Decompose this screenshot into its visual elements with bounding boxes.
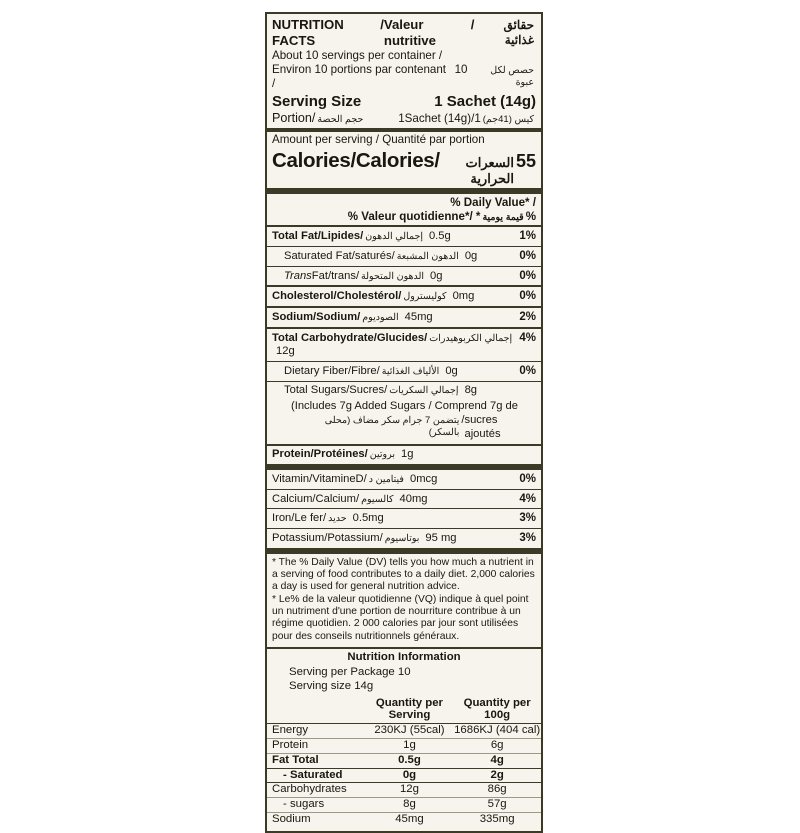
nutrient-amount: 45mg	[404, 311, 433, 324]
nutrient-amount: 0g	[430, 269, 443, 282]
nutrient-name-ar: الدهون المشبعة	[396, 251, 459, 263]
nutrient-amount: 0mg	[452, 290, 475, 303]
table-cell-per-100g: 335mg	[479, 813, 515, 826]
nutrient-name-en: Total Fat	[272, 230, 318, 243]
calories-label-ar: السعرات الحرارية	[465, 155, 514, 187]
nutrient-name-fr: Lipides	[320, 230, 361, 243]
nutrient-separator-1: /	[373, 331, 377, 344]
nutrient-amount: 0.5g	[428, 230, 451, 243]
daily-value-footnote	[267, 554, 541, 647]
nutrient-name-fr: Le fer	[294, 512, 323, 525]
table-cell-per-serving: 8g	[366, 798, 454, 813]
table-cell-per-100g: 2g	[453, 768, 541, 783]
nutrient-separator-2: /	[424, 331, 428, 344]
nutrient-name-en: Vitamin	[272, 472, 310, 485]
nutrient-name-ar: حديد	[328, 513, 347, 525]
serving-per-package: Serving per Package 10	[289, 665, 411, 678]
nutrient-name-en: Iron	[272, 512, 292, 525]
nutrient-name-en: Sodium	[272, 311, 314, 324]
nutrition-information-serving-size: Serving size 14g	[289, 679, 374, 692]
nutrient-separator-2: /	[363, 472, 367, 485]
nutrient-name-fr: Cholestérol	[336, 290, 399, 303]
calories-label-fr: Calories	[355, 149, 435, 173]
portion-row	[267, 111, 541, 128]
nutrient-separator-2: /	[379, 531, 383, 544]
nutrient-row	[267, 529, 541, 548]
nutrient-name-ar: كالسيوم	[361, 493, 394, 505]
nutrient-daily-value: 3%	[519, 512, 536, 525]
nutrient-separator-1: /	[291, 512, 295, 525]
title-en: NUTRITION FACTS	[272, 17, 344, 49]
protein-name-ar: بروتين	[369, 449, 395, 461]
calories-value: 55	[515, 151, 536, 172]
daily-value-line-ar: قيمة يومية	[482, 212, 524, 224]
nutrient-amount: 0.5mg	[352, 512, 384, 525]
nutrient-row	[267, 287, 541, 306]
column-header-line-2: 100g	[484, 709, 511, 722]
portion-value-ar-number: 1	[474, 111, 481, 125]
column-header-line-1: Quantity per	[463, 696, 531, 709]
portion-value-en: 1Sachet (14g)	[398, 111, 472, 125]
nutrient-name-ar: الألياف الغذائية	[381, 366, 440, 377]
nutrient-separator-1: /	[351, 250, 355, 263]
nutrient-separator-2: /	[323, 512, 327, 525]
nutrient-separator-2: /	[391, 250, 395, 263]
nutrient-separator-2: /	[376, 365, 380, 377]
nutrient-separator-2: /	[355, 269, 360, 282]
nutrient-daily-value: 0%	[519, 250, 536, 263]
nutrient-name-ar: الصوديوم	[362, 312, 399, 324]
nutrient-row	[267, 490, 541, 509]
nutrient-row-protein	[267, 446, 541, 464]
column-header-line-2: Serving	[388, 709, 431, 722]
table-cell-per-serving: 12g	[366, 783, 454, 798]
nutrient-name-en: Calcium	[272, 492, 313, 505]
table-cell-name: Protein	[267, 738, 366, 753]
micronutrient-rows-container	[267, 470, 541, 548]
amount-per-serving-text: Amount per serving / Quantité par portion	[272, 133, 485, 147]
servings-per-container-en	[267, 49, 541, 63]
nutrient-name-fr: Potassium	[327, 531, 380, 544]
servings-fr-text: Environ 10 portions par contenant /	[272, 63, 447, 91]
nutrient-name-ar: إجمالي الكربوهيدرات	[429, 332, 513, 344]
table-cell-per-100g: 86g	[453, 783, 541, 798]
nutrient-separator-1: /	[313, 311, 317, 324]
nutrient-daily-value: 0%	[519, 290, 536, 303]
protein-separator-1: /	[310, 448, 314, 461]
nutrient-name-en: Total Carbohydrate	[272, 331, 374, 344]
table-header-row	[267, 697, 541, 724]
nutrient-name-fr: Fibre	[351, 365, 377, 377]
table-row	[267, 813, 541, 827]
nutrient-name-fr: trans	[331, 269, 356, 282]
nutrient-daily-value: 0%	[519, 269, 536, 282]
nutrient-separator-2: /	[398, 290, 402, 303]
table-cell-per-serving: 45mg	[395, 813, 424, 826]
nutrition-information-title: Nutrition Information	[347, 650, 461, 663]
nutrient-row	[267, 382, 541, 400]
nutrient-separator-1: /	[327, 269, 332, 282]
nutrient-row	[267, 329, 541, 361]
table-cell-per-serving: 1g	[366, 738, 454, 753]
portion-label-ar: حجم الحصة	[317, 113, 364, 125]
nutrient-name-ar: بوتاسيوم	[384, 532, 420, 544]
nutrient-daily-value: 4%	[519, 331, 536, 344]
nutrient-name-en: Cholesterol	[272, 290, 334, 303]
nutrient-row	[267, 247, 541, 266]
nutrient-name-fr: Glucides	[376, 331, 425, 344]
servings-count: 10	[454, 63, 468, 77]
serving-size-row	[267, 92, 541, 111]
table-row	[267, 798, 541, 813]
nutrient-separator-1: /	[333, 290, 337, 303]
table-cell-name: - sugars	[267, 798, 366, 813]
nutrient-daily-value: 4%	[519, 492, 536, 505]
nutrient-separator-2: /	[360, 230, 364, 243]
nutrient-name-ar: إجمالي الدهون	[365, 231, 423, 243]
table-row	[267, 753, 541, 768]
nutrient-row	[267, 308, 541, 327]
calories-separator-2: /	[434, 149, 440, 173]
added-sugars-line-2-fr: sucres ajoutés	[464, 413, 501, 440]
nutrient-name-ar: الدهون المتحولة	[361, 270, 425, 282]
daily-value-separator: / *	[469, 210, 481, 224]
nutrition-facts-title	[267, 14, 541, 49]
table-cell-per-100g: 6g	[453, 738, 541, 753]
servings-ar-text: حصص لكل عبوة	[490, 65, 534, 88]
nutrient-name-fr: saturés	[354, 250, 392, 263]
table-cell-name: Fat Total	[267, 753, 366, 768]
nutrition-facts-panel	[265, 12, 543, 833]
nutrient-name-en: Trans	[284, 269, 312, 282]
nutrient-rows-container	[267, 225, 541, 399]
nutrient-row	[267, 470, 541, 489]
title-ar: حقائق غذائية	[503, 18, 534, 47]
added-sugars-line-1: (Includes 7g Added Sugars / Comprend 7g de	[291, 400, 519, 413]
nutrition-information-table	[267, 697, 541, 827]
table-cell-per-100g: 57g	[453, 798, 541, 813]
nutrition-information-section	[267, 649, 541, 831]
table-cell-per-serving: 0.5g	[366, 753, 454, 768]
table-row	[267, 783, 541, 798]
nutrient-separator-2: /	[357, 311, 361, 324]
nutrient-amount: 40mg	[399, 492, 428, 505]
table-row	[267, 738, 541, 753]
nutrient-row	[267, 362, 541, 381]
calories-label-en: Calories	[272, 149, 351, 173]
portion-separator: /	[311, 110, 316, 125]
table-cell-per-100g: 4g	[453, 753, 541, 768]
nutrient-separator-1: /	[348, 365, 352, 377]
nutrient-name-en: Potassium	[272, 531, 325, 544]
nutrient-name-fr: Sucres	[349, 383, 385, 396]
nutrient-amount: 0mcg	[409, 472, 438, 485]
title-separator-2: /	[470, 17, 475, 32]
nutrient-daily-value: 1%	[519, 230, 536, 243]
title-fr: Valeur nutritive	[383, 17, 436, 49]
table-row	[267, 723, 541, 738]
table-body	[267, 723, 541, 827]
table-cell-name: - Saturated	[267, 768, 366, 783]
column-header-name	[267, 697, 366, 724]
servings-en-text: About 10 servings per container /	[272, 49, 443, 63]
nutrient-name-en: Saturated Fat	[284, 250, 352, 263]
table-cell-name: Energy	[267, 723, 366, 738]
nutrient-name-en: Total Sugars	[284, 383, 347, 396]
added-sugars-line-2-ar: يتضمن 7 جرام سكر مضاف (محلى بالسكر)	[324, 414, 460, 438]
nutrient-daily-value: 0%	[519, 472, 536, 485]
title-separator-1: /	[380, 17, 384, 32]
footnote-en: * The % Daily Value (DV) tells you how much a nutrient in a serving of food contributes to a daily diet. 2,000 calories a day is used for general nutrition advice.	[272, 556, 535, 593]
nutrient-separator-1: /	[309, 472, 313, 485]
table-cell-per-serving: 0g	[366, 768, 454, 783]
portion-value-separator: /	[471, 111, 475, 125]
nutrient-amount: 0g	[464, 250, 478, 263]
nutrient-amount: 12g	[276, 345, 295, 358]
nutrient-separator-1: /	[324, 531, 328, 544]
nutrient-daily-value: 3%	[519, 531, 536, 544]
table-cell-per-serving: 230KJ (55cal)	[366, 723, 454, 738]
nutrient-daily-value: 2%	[519, 311, 536, 324]
column-header-per-100g	[453, 697, 541, 724]
daily-value-line-en: % Daily Value* /	[450, 196, 536, 210]
nutrient-amount: 8g	[464, 383, 478, 396]
nutrient-row	[267, 509, 541, 528]
table-cell-name: Sodium	[272, 813, 311, 826]
nutrient-name-fr: Sodium	[316, 311, 358, 324]
nutrient-row	[267, 227, 541, 246]
nutrient-separator-2: /	[355, 492, 360, 505]
table-row	[267, 768, 541, 783]
nutrient-separator-1: /	[317, 230, 321, 243]
serving-size-value: 1 Sachet (14g)	[434, 92, 536, 110]
footnote-fr: * Le% de la valeur quotidienne (VQ) indique à quel point un nutriment d'une portion de nourriture contribue à un régime quotidien. 2 000 calories par jour sont utilisées pour des conseils nutritionnels généraux.	[272, 593, 529, 642]
nutrient-row	[267, 267, 541, 286]
nutrient-daily-value: 0%	[519, 365, 536, 377]
column-header-line-1: Quantity per	[375, 696, 443, 709]
nutrient-name-ar: فيتامين د	[368, 473, 404, 485]
nutrient-name-fr: VitamineD	[312, 472, 364, 485]
portion-value-ar: كيس (14جم)	[482, 113, 534, 125]
added-sugars-note	[267, 399, 541, 444]
nutrient-amount: 0g	[445, 365, 458, 377]
nutrient-name-fr: Calcium	[315, 492, 356, 505]
nutrient-name-ar: كوليسترول	[403, 291, 447, 303]
servings-per-container-fr	[267, 63, 541, 91]
nutrient-name-en-2: Fat	[311, 269, 328, 282]
serving-size-label: Serving Size	[272, 92, 362, 110]
added-sugars-separator: /	[461, 413, 465, 426]
nutrient-separator-1: /	[312, 492, 316, 505]
portion-label-fr: Portion	[272, 110, 312, 125]
protein-amount: 1g	[400, 448, 414, 461]
daily-value-line-fr: % Valeur quotidienne*	[347, 210, 470, 224]
table-cell-name: Carbohydrates	[267, 783, 366, 798]
daily-value-percent-sign: %	[525, 210, 536, 224]
nutrient-separator-1: /	[346, 383, 350, 396]
nutrient-amount: 95 mg	[425, 531, 457, 544]
nutrient-name-en: Dietary Fiber	[284, 365, 349, 377]
nutrient-name-ar: إجمالي السكريات	[389, 384, 459, 396]
table-cell-per-100g: 1686KJ (404 cal)	[453, 723, 541, 738]
column-header-per-serving	[366, 697, 454, 724]
protein-name-fr: Protéines	[313, 448, 365, 461]
daily-value-header	[267, 194, 541, 225]
calories-row	[267, 148, 541, 188]
protein-name-en: Protein	[272, 448, 311, 461]
nutrient-separator-2: /	[384, 383, 388, 396]
protein-separator-2: /	[364, 448, 368, 461]
calories-separator-1: /	[350, 149, 356, 173]
